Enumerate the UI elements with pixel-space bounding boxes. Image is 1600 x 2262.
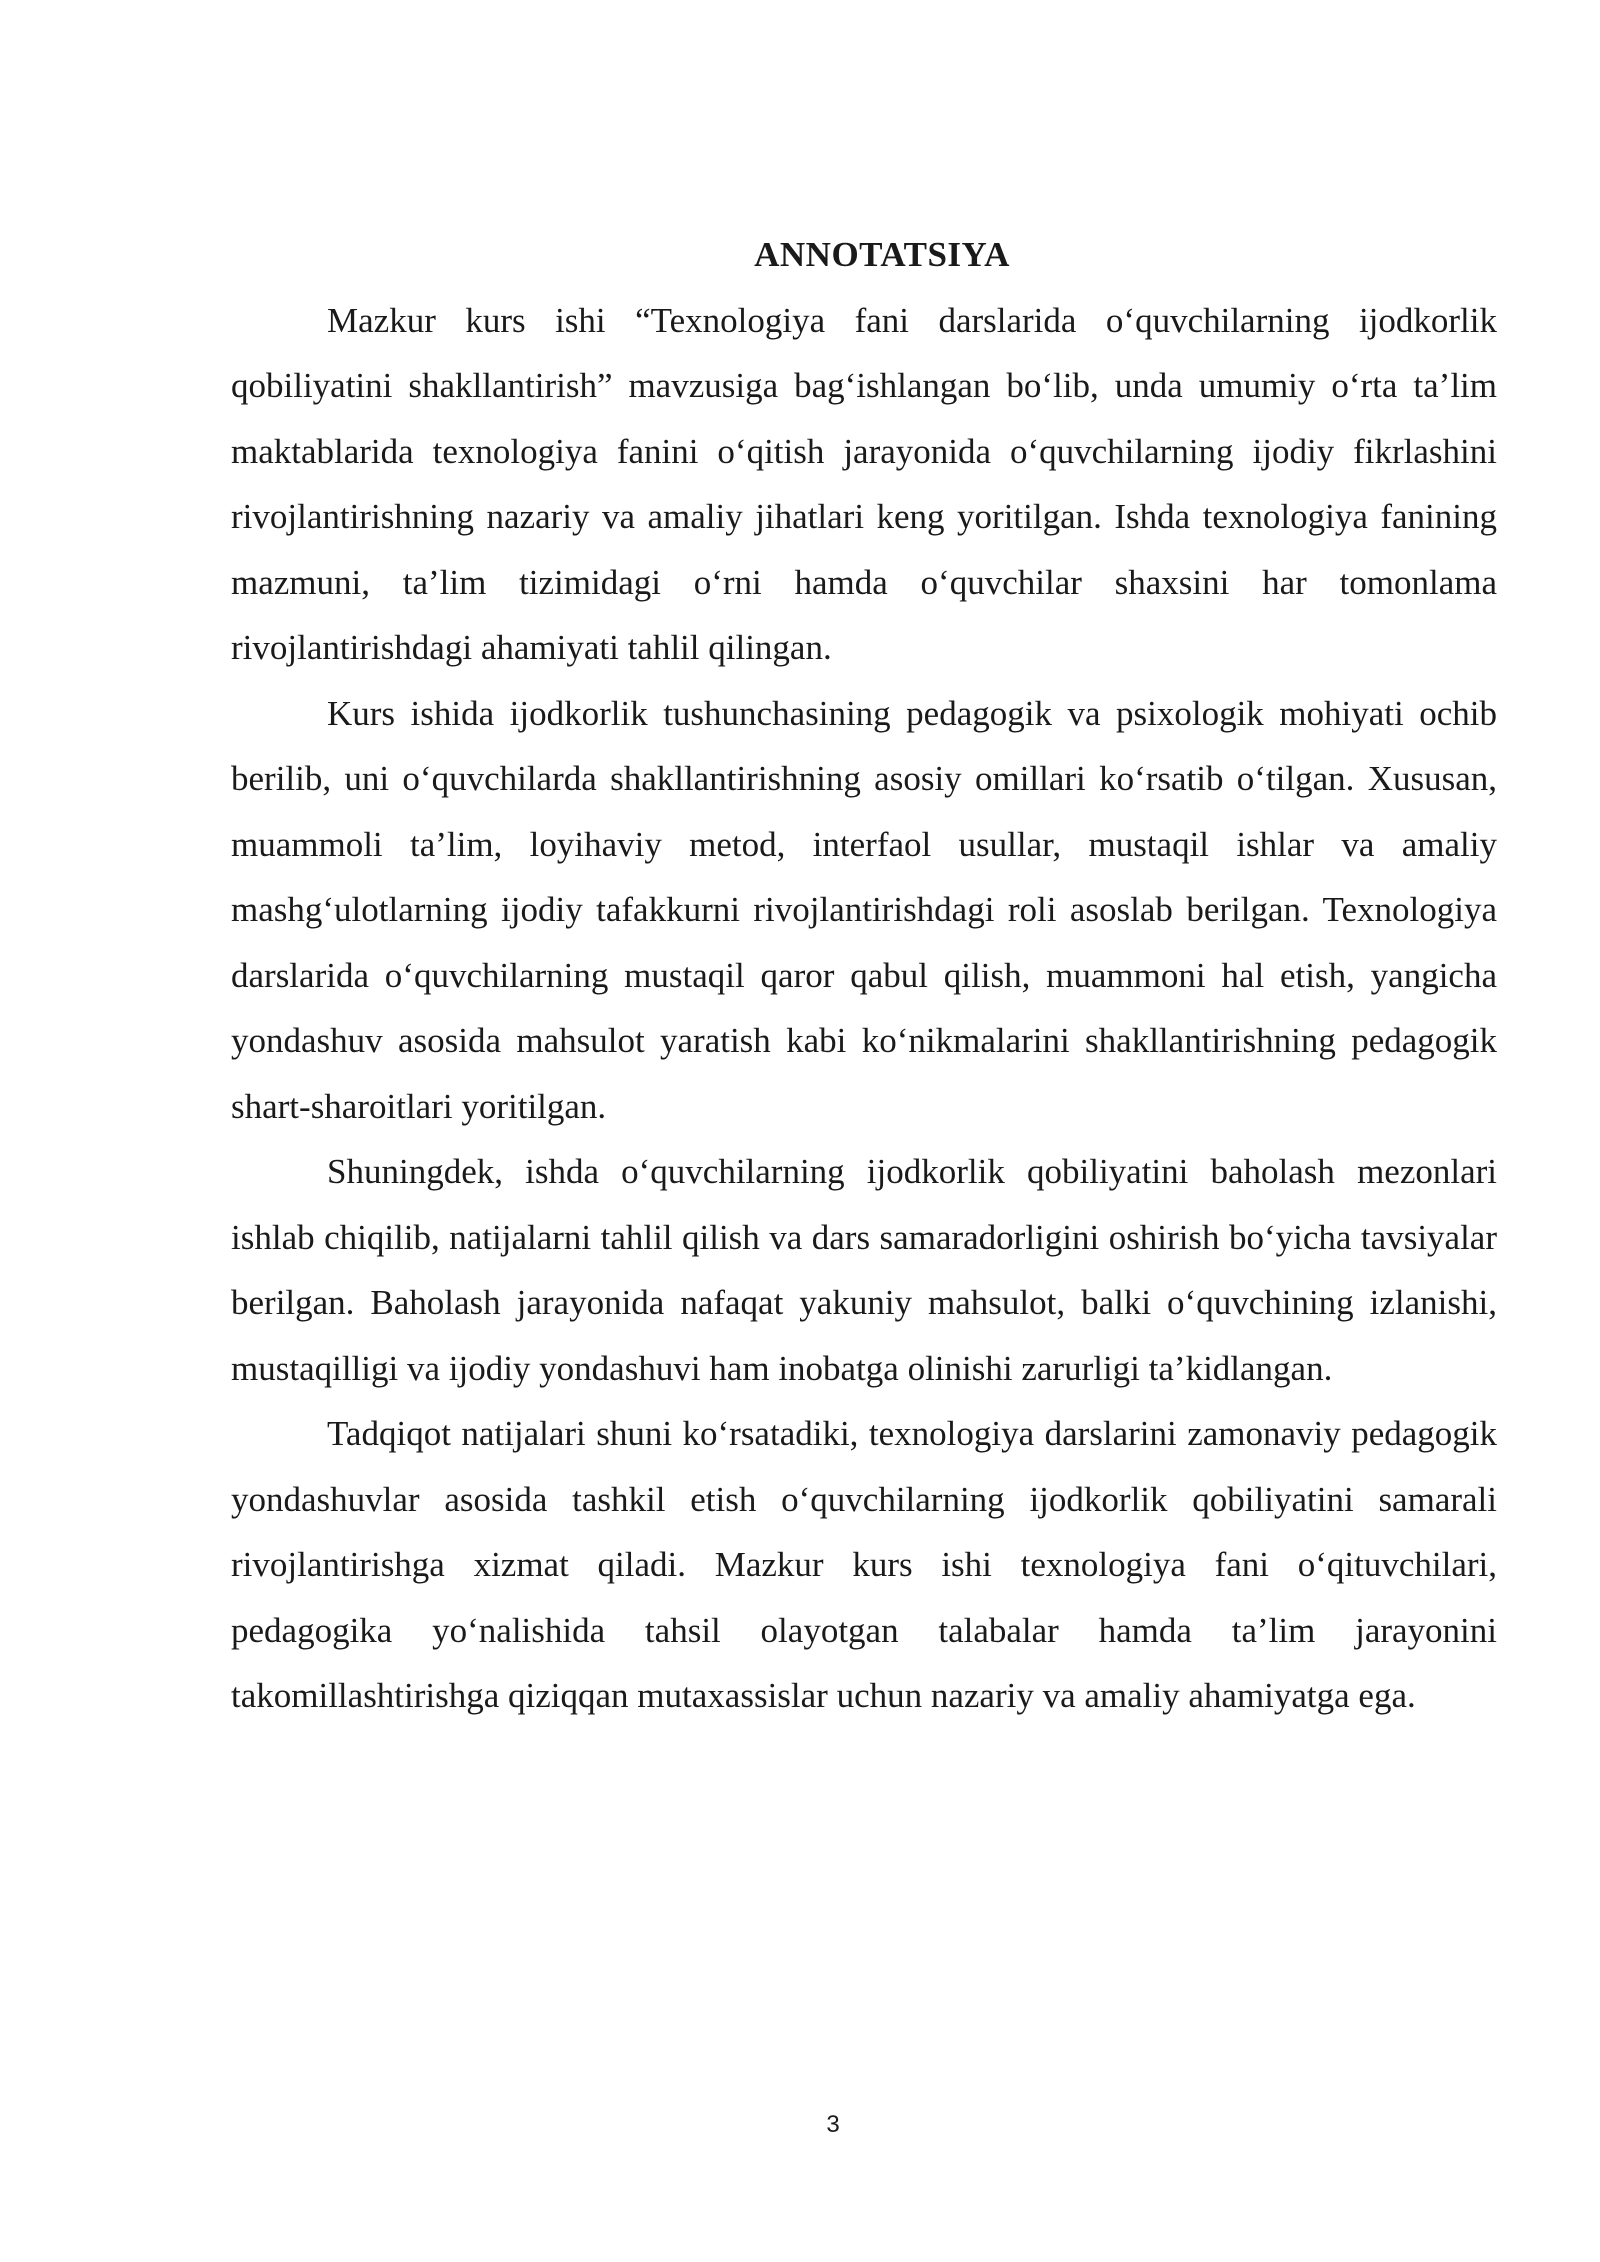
paragraph-1: Mazkur kurs ishi “Texnologiya fani darslarida o‘quvchilarning ijodkorlik qobiliyatini shakllantirish” mavzusiga bag‘ishlangan bo‘lib, unda umumiy o‘rta ta’lim maktablarida texnologiya fanini o‘qitish jarayonida o‘quvchilarning ijodiy fikrlashini rivojlantirishning nazariy va amaliy jihatlari keng yoritilgan. Ishda texnologiya fanining mazmuni, ta’lim tizimidagi o‘rni hamda o‘quvchilar shaxsini har tomonlama rivojlantirishdagi ahamiyati tahlil qilingan. xyxy=(231,300,1497,667)
page-title: ANNOTATSIYA xyxy=(754,235,1010,274)
paragraph-3: Shuningdek, ishda o‘quvchilarning ijodkorlik qobiliyatini baholash mezonlari ishlab chiqilib, natijalarni tahlil qilish va dars samaradorligini oshirish bo‘yicha tavsiyalar berilgan. Baholash jarayonida nafaqat yakuniy mahsulot, balki o‘quvchining izlanishi, mustaqilligi va ijodiy yondashuvi ham inobatga olinishi zarurligi ta’kidlangan. xyxy=(231,1152,1497,1388)
page-number: 3 xyxy=(826,2111,840,2138)
paragraph-2: Kurs ishida ijodkorlik tushunchasining pedagogik va psixologik mohiyati ochib berilib, uni o‘quvchilarda shakllantirishning asosiy omillari ko‘rsatib o‘tilgan. Xususan, muammoli ta’lim, loyihaviy metod, interfaol usullar, mustaqil ishlar va amaliy mashg‘ulotlarning ijodiy tafakkurni rivojlantirishdagi roli asoslab berilgan. Texnologiya darslarida o‘quvchilarning mustaqil qaror qabul qilish, muammoni hal etish, yangicha yondashuv asosida mahsulot yaratish kabi ko‘nikmalarini shakllantirishning pedagogik shart-sharoitlari yoritilgan. xyxy=(231,693,1497,1126)
paragraph-4: Tadqiqot natijalari shuni ko‘rsatadiki, texnologiya darslarini zamonaviy pedagogik yondashuvlar asosida tashkil etish o‘quvchilarning ijodkorlik qobiliyatini samarali rivojlantirishga xizmat qiladi. Mazkur kurs ishi texnologiya fani o‘qituvchilari, pedagogika yo‘nalishida tahsil olayotgan talabalar hamda ta’lim jarayonini takomillashtirishga qiziqqan mutaxassislar uchun nazariy va amaliy ahamiyatga ega. xyxy=(231,1414,1497,1715)
document-body xyxy=(231,222,1497,1729)
